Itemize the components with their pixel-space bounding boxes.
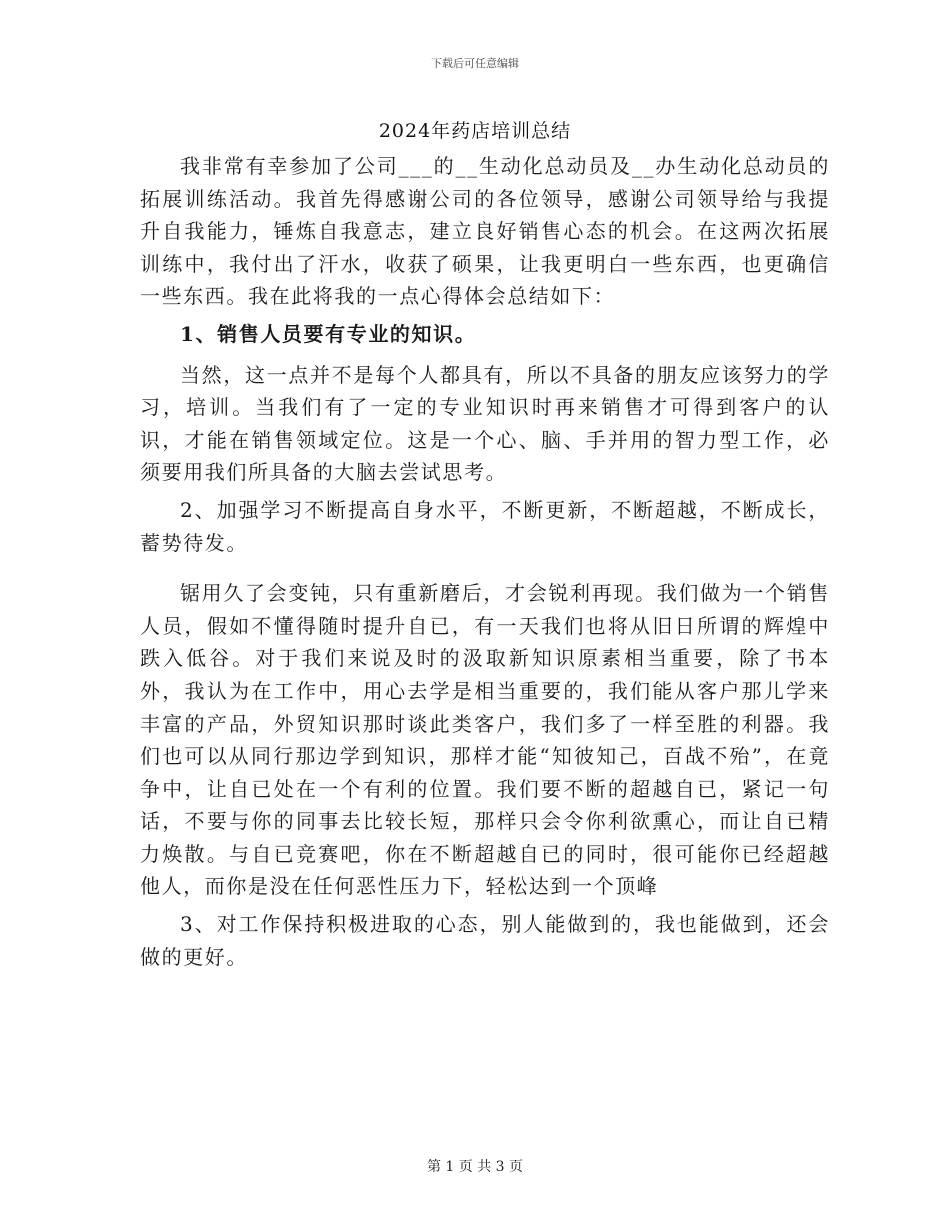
section-heading-2: 2、加强学习不断提高自身水平，不断更新，不断超越，不断成长，蓄势待发。: [140, 497, 830, 555]
paragraph-section-2: 锯用久了会变钝，只有重新磨后，才会锐利再现。我们做为一个销售人员，假如不懂得随时提升自已，有一天我们也将从旧日所谓的辉煌中跌入低谷。对于我们来说及时的汲取新知识原素相当重要，除了书本外，我认为在工作中，用心去学是相当重要的，我们能从客户那儿学来丰富的产品，外贸知识那时谈此类客户，我们多了一样至胜的利器。我们也可以从同行那边学到知识，那样才能“知彼知己，百战不殆”，在竟争中，让自已处在一个有利的位置。我们要不断的超越自已，紧记一句话，不要与你的同事去比较长短，那样只会令你利欲熏心，而让自已精力焕散。与自已竞赛吧，你在不断超越自已的同时，很可能你已经超越他人，而你是没在任何恶性压力下，轻松达到一个顶峰: [140, 581, 830, 899]
paragraph-intro: 我非常有幸参加了公司___的__生动化总动员及__办生动化总动员的拓展训练活动。我首先得感谢公司的各位领导，感谢公司领导给与我提升自我能力，锤炼自我意志，建立良好销售心态的机会。在这两次拓展训练中，我付出了汗水，收获了硕果，让我更明白一些东西，也更确信一些东西。我在此将我的一点心得体会总结如下：: [140, 154, 830, 309]
document-title: 2024年药店培训总结: [378, 120, 572, 142]
section-heading-1: 1、销售人员要有专业的知识。: [180, 321, 477, 346]
page-header-note: 下载后可任意编辑: [431, 57, 519, 70]
document-body: [140, 150, 830, 978]
paragraph-section-1: 当然，这一点并不是每个人都具有，所以不具备的朋友应该努力的学习，培训。当我们有了一定的专业知识时再来销售才可得到客户的认识，才能在销售领域定位。这是一个心、脑、手并用的智力型工作，必须要用我们所具备的大脑去尝试思考。: [140, 362, 830, 485]
page-footer-number: 第 1 页 共 3 页: [426, 1159, 524, 1175]
section-heading-3: 3、对工作保持积极进取的心态，别人能做到的，我也能做到，还会做的更好。: [140, 912, 830, 969]
